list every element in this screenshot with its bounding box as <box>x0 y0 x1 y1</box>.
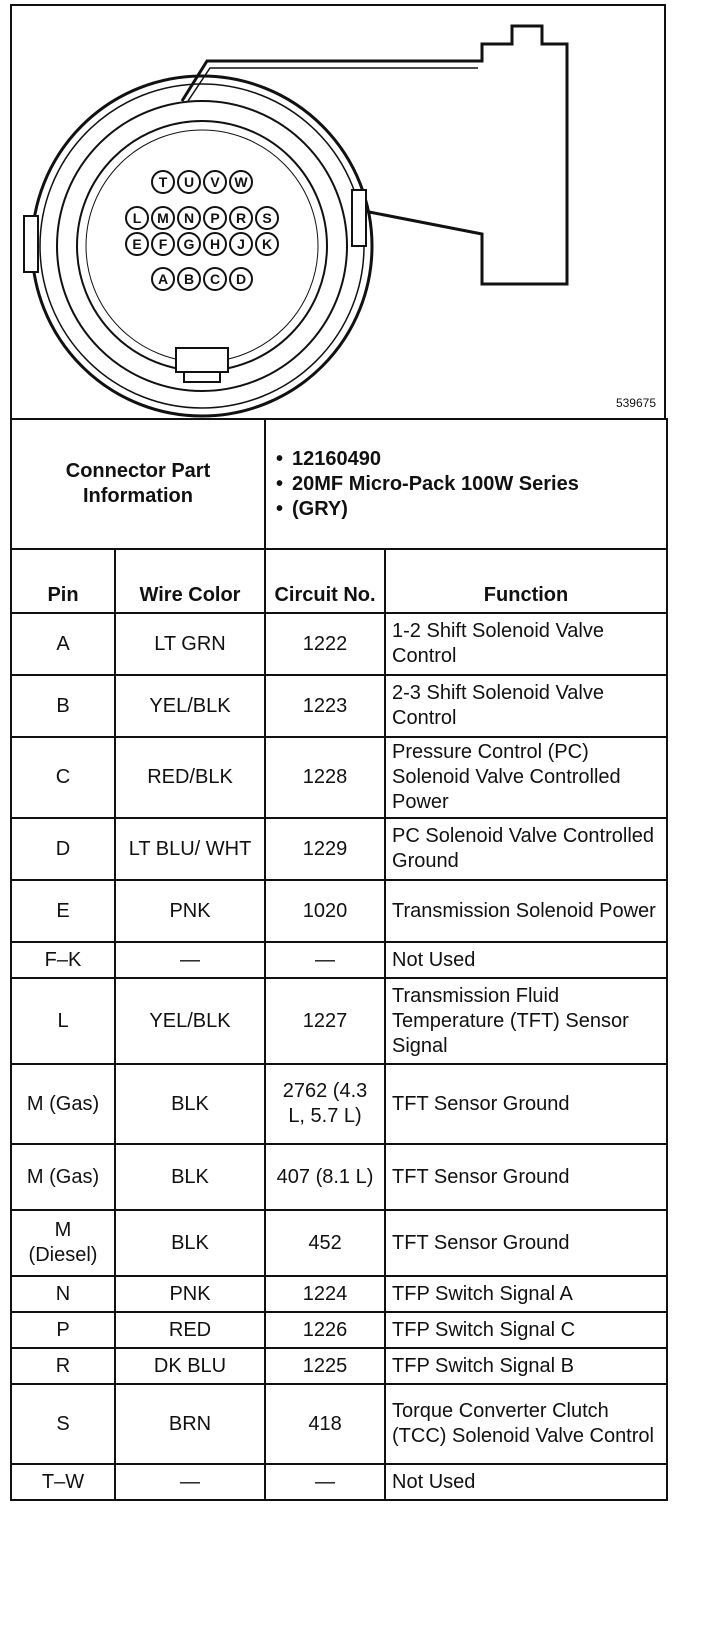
pin-cell: C <box>11 737 115 818</box>
function-cell: TFP Switch Signal B <box>385 1348 667 1384</box>
connector-drawing <box>12 6 664 418</box>
circuit-number-cell: 1229 <box>265 818 385 880</box>
pin-cell: N <box>11 1276 115 1312</box>
pin-cell: M (Diesel) <box>11 1210 115 1276</box>
function-cell: Not Used <box>385 1464 667 1500</box>
wire-color-cell: DK BLU <box>115 1348 265 1384</box>
pin-f-label: F <box>158 236 168 252</box>
wire-color-cell: — <box>115 942 265 978</box>
pin-d-label: D <box>235 271 247 287</box>
pin-n-label: N <box>183 210 195 226</box>
table-row <box>11 613 667 675</box>
table-row <box>11 942 667 978</box>
pin-cell: A <box>11 613 115 675</box>
wire-color-cell: LT BLU/ WHT <box>115 818 265 880</box>
table-row <box>11 1064 667 1144</box>
circuit-number-cell: — <box>265 942 385 978</box>
table-row <box>11 1144 667 1210</box>
pin-g-label: G <box>183 236 195 252</box>
table-row <box>11 1276 667 1312</box>
bottom-key <box>176 348 228 372</box>
info-item: • (GRY) <box>276 497 348 520</box>
function-cell: TFP Switch Signal C <box>385 1312 667 1348</box>
pin-cell: M (Gas) <box>11 1144 115 1210</box>
circuit-number-cell: 1228 <box>265 737 385 818</box>
figure-id: 539675 <box>615 396 656 410</box>
table-row <box>11 1348 667 1384</box>
pin-t-label: T <box>158 174 168 190</box>
circuit-number-cell: — <box>265 1464 385 1500</box>
wire-color-cell: RED <box>115 1312 265 1348</box>
table-row <box>11 880 667 942</box>
left-latch <box>24 216 38 272</box>
connector-color: (GRY) <box>292 497 348 520</box>
right-latch <box>352 190 366 246</box>
pin-a-label: A <box>157 271 169 287</box>
circuit-number-cell: 2762 (4.3 L, 5.7 L) <box>265 1064 385 1144</box>
table-row <box>11 1384 667 1464</box>
table-row <box>11 1312 667 1348</box>
function-cell: Pressure Control (PC) Solenoid Valve Controlled Power <box>385 737 667 818</box>
pin-cell: P <box>11 1312 115 1348</box>
function-cell: Transmission Fluid Temperature (TFT) Sensor Signal <box>385 978 667 1064</box>
pin-v-label: V <box>210 174 220 190</box>
circuit-number-cell: 418 <box>265 1384 385 1464</box>
function-cell: TFT Sensor Ground <box>385 1064 667 1144</box>
pin-cell: S <box>11 1384 115 1464</box>
pin-l-label: L <box>132 210 142 226</box>
connector-table <box>10 418 668 1501</box>
pin-cell: R <box>11 1348 115 1384</box>
connector-ring-5 <box>86 130 318 362</box>
pin-cell: F–K <box>11 942 115 978</box>
wire-color-cell: BLK <box>115 1210 265 1276</box>
circuit-number-cell: 1224 <box>265 1276 385 1312</box>
pin-cell: D <box>11 818 115 880</box>
pin-c-label: C <box>209 271 221 287</box>
wire-color-cell: BRN <box>115 1384 265 1464</box>
wire-color-cell: BLK <box>115 1144 265 1210</box>
circuit-number-cell: 1223 <box>265 675 385 737</box>
pin-m-label: M <box>157 210 169 226</box>
function-cell: TFT Sensor Ground <box>385 1210 667 1276</box>
header-function: Function <box>385 549 667 613</box>
wire-color-cell: LT GRN <box>115 613 265 675</box>
pin-field <box>126 171 278 290</box>
function-cell: Not Used <box>385 942 667 978</box>
pin-cell: T–W <box>11 1464 115 1500</box>
circuit-number-cell: 1020 <box>265 880 385 942</box>
wire-color-cell: PNK <box>115 880 265 942</box>
wire-color-cell: YEL/BLK <box>115 978 265 1064</box>
pin-cell: M (Gas) <box>11 1064 115 1144</box>
table-row <box>11 1464 667 1500</box>
table-row <box>11 818 667 880</box>
table-row <box>11 1210 667 1276</box>
pin-b-label: B <box>183 271 195 287</box>
circuit-number-cell: 1225 <box>265 1348 385 1384</box>
connector-info-row <box>11 419 667 549</box>
connector-info-list <box>265 419 667 549</box>
circuit-number-cell: 1226 <box>265 1312 385 1348</box>
wire-color-cell: BLK <box>115 1064 265 1144</box>
pin-p-label: P <box>210 210 220 226</box>
connector-info-label: Connector Part Information <box>11 419 265 549</box>
pin-s-label: S <box>262 210 272 226</box>
pin-j-label: J <box>237 236 245 252</box>
bottom-key-tab <box>184 372 220 382</box>
function-cell: Torque Converter Clutch (TCC) Solenoid Valve Control <box>385 1384 667 1464</box>
table-header-row <box>11 549 667 613</box>
connector-sheet <box>10 4 686 1501</box>
function-cell: 1-2 Shift Solenoid Valve Control <box>385 613 667 675</box>
header-pin: Pin <box>11 549 115 613</box>
pin-r-label: R <box>235 210 247 226</box>
connector-ring-4 <box>77 121 327 371</box>
pin-k-label: K <box>261 236 273 252</box>
circuit-number-cell: 452 <box>265 1210 385 1276</box>
wire-color-cell: RED/BLK <box>115 737 265 818</box>
function-cell: Transmission Solenoid Power <box>385 880 667 942</box>
pin-h-label: H <box>209 236 221 252</box>
connector-series: 20MF Micro-Pack 100W Series <box>292 472 579 495</box>
wire-color-cell: YEL/BLK <box>115 675 265 737</box>
pin-cell: B <box>11 675 115 737</box>
pin-e-label: E <box>132 236 142 252</box>
wire-color-cell: PNK <box>115 1276 265 1312</box>
table-row <box>11 675 667 737</box>
pin-cell: E <box>11 880 115 942</box>
part-number: 12160490 <box>292 447 381 470</box>
pin-u-label: U <box>183 174 195 190</box>
header-wire-color: Wire Color <box>115 549 265 613</box>
table-row <box>11 737 667 818</box>
info-item: • 12160490 <box>276 447 381 470</box>
function-cell: PC Solenoid Valve Controlled Ground <box>385 818 667 880</box>
connector-diagram <box>10 4 666 418</box>
pin-cell: L <box>11 978 115 1064</box>
circuit-number-cell: 1227 <box>265 978 385 1064</box>
function-cell: TFP Switch Signal A <box>385 1276 667 1312</box>
function-cell: 2-3 Shift Solenoid Valve Control <box>385 675 667 737</box>
circuit-number-cell: 407 (8.1 L) <box>265 1144 385 1210</box>
function-cell: TFT Sensor Ground <box>385 1144 667 1210</box>
pin-w-label: W <box>234 174 248 190</box>
wire-color-cell: — <box>115 1464 265 1500</box>
header-circuit-no: Circuit No. <box>265 549 385 613</box>
harness-inner-line <box>188 68 478 101</box>
table-row <box>11 978 667 1064</box>
circuit-number-cell: 1222 <box>265 613 385 675</box>
info-item: • 20MF Micro-Pack 100W Series <box>276 472 579 495</box>
